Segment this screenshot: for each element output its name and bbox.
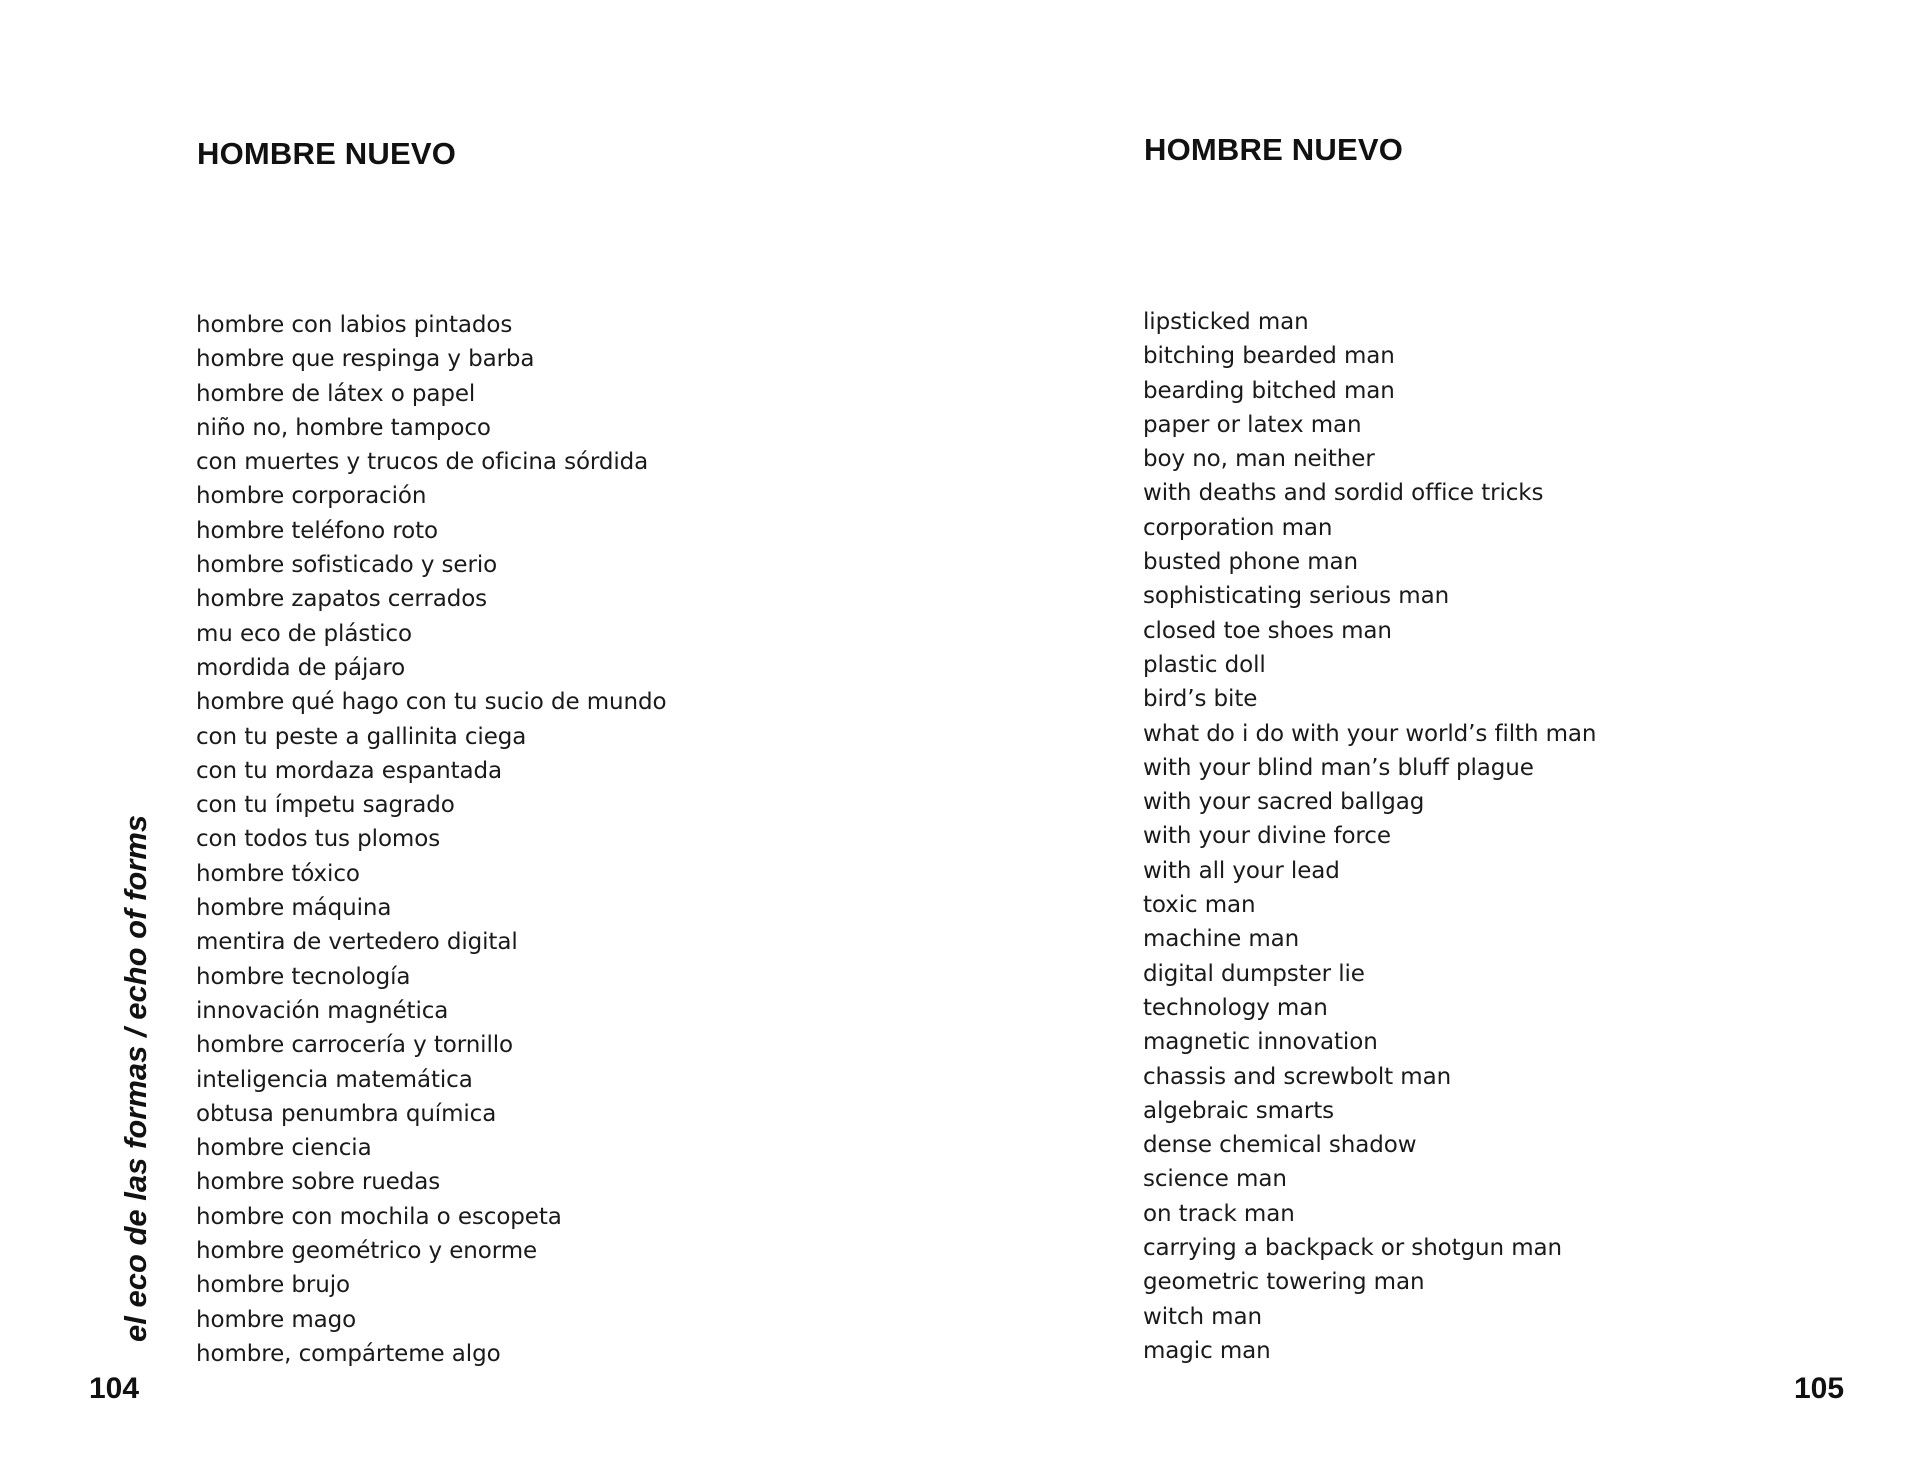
poem-line: innovación magnética bbox=[196, 997, 449, 1024]
poem-line: con muertes y trucos de oficina sórdida bbox=[196, 449, 649, 476]
poem-line: paper or latex man bbox=[1143, 411, 1362, 438]
poem-line: chassis and screwbolt man bbox=[1143, 1063, 1452, 1090]
page-number-left: 104 bbox=[89, 1372, 140, 1405]
poem-line: corporation man bbox=[1143, 514, 1333, 541]
poem-lines-spanish bbox=[196, 308, 666, 1371]
poem-line: technology man bbox=[1143, 994, 1328, 1021]
poem-line: mentira de vertedero digital bbox=[196, 929, 518, 956]
poem-line: carrying a backpack or shotgun man bbox=[1143, 1235, 1563, 1262]
poem-line: hombre de látex o papel bbox=[196, 380, 476, 407]
poem-line: niño no, hombre tampoco bbox=[196, 414, 491, 441]
poem-line: con tu mordaza espantada bbox=[196, 757, 503, 784]
poem-line: science man bbox=[1143, 1166, 1287, 1193]
poem-line: hombre teléfono roto bbox=[196, 517, 439, 544]
poem-line: bearding bitched man bbox=[1143, 377, 1395, 404]
poem-line: con tu peste a gallinita ciega bbox=[196, 723, 527, 750]
poem-line: with your sacred ballgag bbox=[1143, 789, 1425, 816]
poem-line: magic man bbox=[1143, 1337, 1271, 1364]
poem-line: hombre con mochila o escopeta bbox=[196, 1203, 562, 1230]
poem-line: hombre corporación bbox=[196, 483, 427, 510]
running-head: el eco de las formas / echo of forms bbox=[118, 814, 153, 1342]
poem-line: hombre qué hago con tu sucio de mundo bbox=[196, 689, 667, 716]
poem-line: machine man bbox=[1143, 926, 1300, 953]
poem-line: with your divine force bbox=[1143, 823, 1391, 850]
page-number-right: 105 bbox=[1794, 1372, 1845, 1405]
poem-line: hombre sobre ruedas bbox=[196, 1169, 441, 1196]
poem-line: hombre tecnología bbox=[196, 963, 411, 990]
poem-lines-english bbox=[1143, 305, 1596, 1368]
poem-line: hombre con labios pintados bbox=[196, 312, 513, 338]
poem-line: algebraic smarts bbox=[1143, 1097, 1335, 1124]
poem-line: hombre brujo bbox=[196, 1272, 350, 1299]
poem-line: dense chemical shadow bbox=[1143, 1132, 1417, 1159]
poem-line: with all your lead bbox=[1143, 857, 1340, 884]
poem-line: hombre mago bbox=[196, 1306, 357, 1333]
poem-line: con tu ímpetu sagrado bbox=[196, 792, 455, 819]
poem-title-english: HOMBRE NUEVO bbox=[1144, 132, 1404, 167]
poem-line: geometric towering man bbox=[1143, 1269, 1425, 1296]
poem-line: closed toe shoes man bbox=[1143, 617, 1392, 644]
poem-line: con todos tus plomos bbox=[196, 826, 441, 853]
poem-line: hombre tóxico bbox=[196, 860, 360, 887]
poem-line: sophisticating serious man bbox=[1143, 583, 1450, 610]
poem-line: what do i do with your world’s filth man bbox=[1143, 720, 1597, 747]
poem-line: hombre geométrico y enorme bbox=[196, 1238, 538, 1265]
poem-line: magnetic innovation bbox=[1143, 1029, 1378, 1056]
poem-line: obtusa penumbra química bbox=[196, 1100, 497, 1127]
poem-line: hombre, compárteme algo bbox=[196, 1340, 501, 1367]
poem-line: mordida de pájaro bbox=[196, 654, 406, 681]
poem-line: hombre máquina bbox=[196, 895, 392, 922]
poem-line: digital dumpster lie bbox=[1143, 960, 1365, 987]
poem-line: hombre sofisticado y serio bbox=[196, 552, 498, 579]
poem-line: inteligencia matemática bbox=[196, 1066, 473, 1093]
poem-line: busted phone man bbox=[1143, 549, 1359, 576]
poem-line: boy no, man neither bbox=[1143, 446, 1375, 473]
poem-line: with deaths and sordid office tricks bbox=[1143, 480, 1544, 507]
poem-line: with your blind man’s bluff plague bbox=[1143, 754, 1534, 781]
poem-line: on track man bbox=[1143, 1200, 1295, 1227]
poem-line: bird’s bite bbox=[1143, 686, 1258, 713]
poem-line: toxic man bbox=[1143, 892, 1256, 919]
poem-line: bitching bearded man bbox=[1143, 343, 1395, 370]
poem-line: hombre carrocería y tornillo bbox=[196, 1032, 514, 1059]
poem-title-spanish: HOMBRE NUEVO bbox=[197, 136, 457, 171]
poem-line: hombre ciencia bbox=[196, 1135, 372, 1162]
poem-line: mu eco de plástico bbox=[196, 620, 412, 647]
poem-line: plastic doll bbox=[1143, 651, 1266, 678]
poem-line: hombre zapatos cerrados bbox=[196, 586, 488, 613]
poem-line: witch man bbox=[1143, 1303, 1262, 1330]
poem-line: hombre que respinga y barba bbox=[196, 346, 535, 373]
poem-line: lipsticked man bbox=[1143, 309, 1309, 335]
